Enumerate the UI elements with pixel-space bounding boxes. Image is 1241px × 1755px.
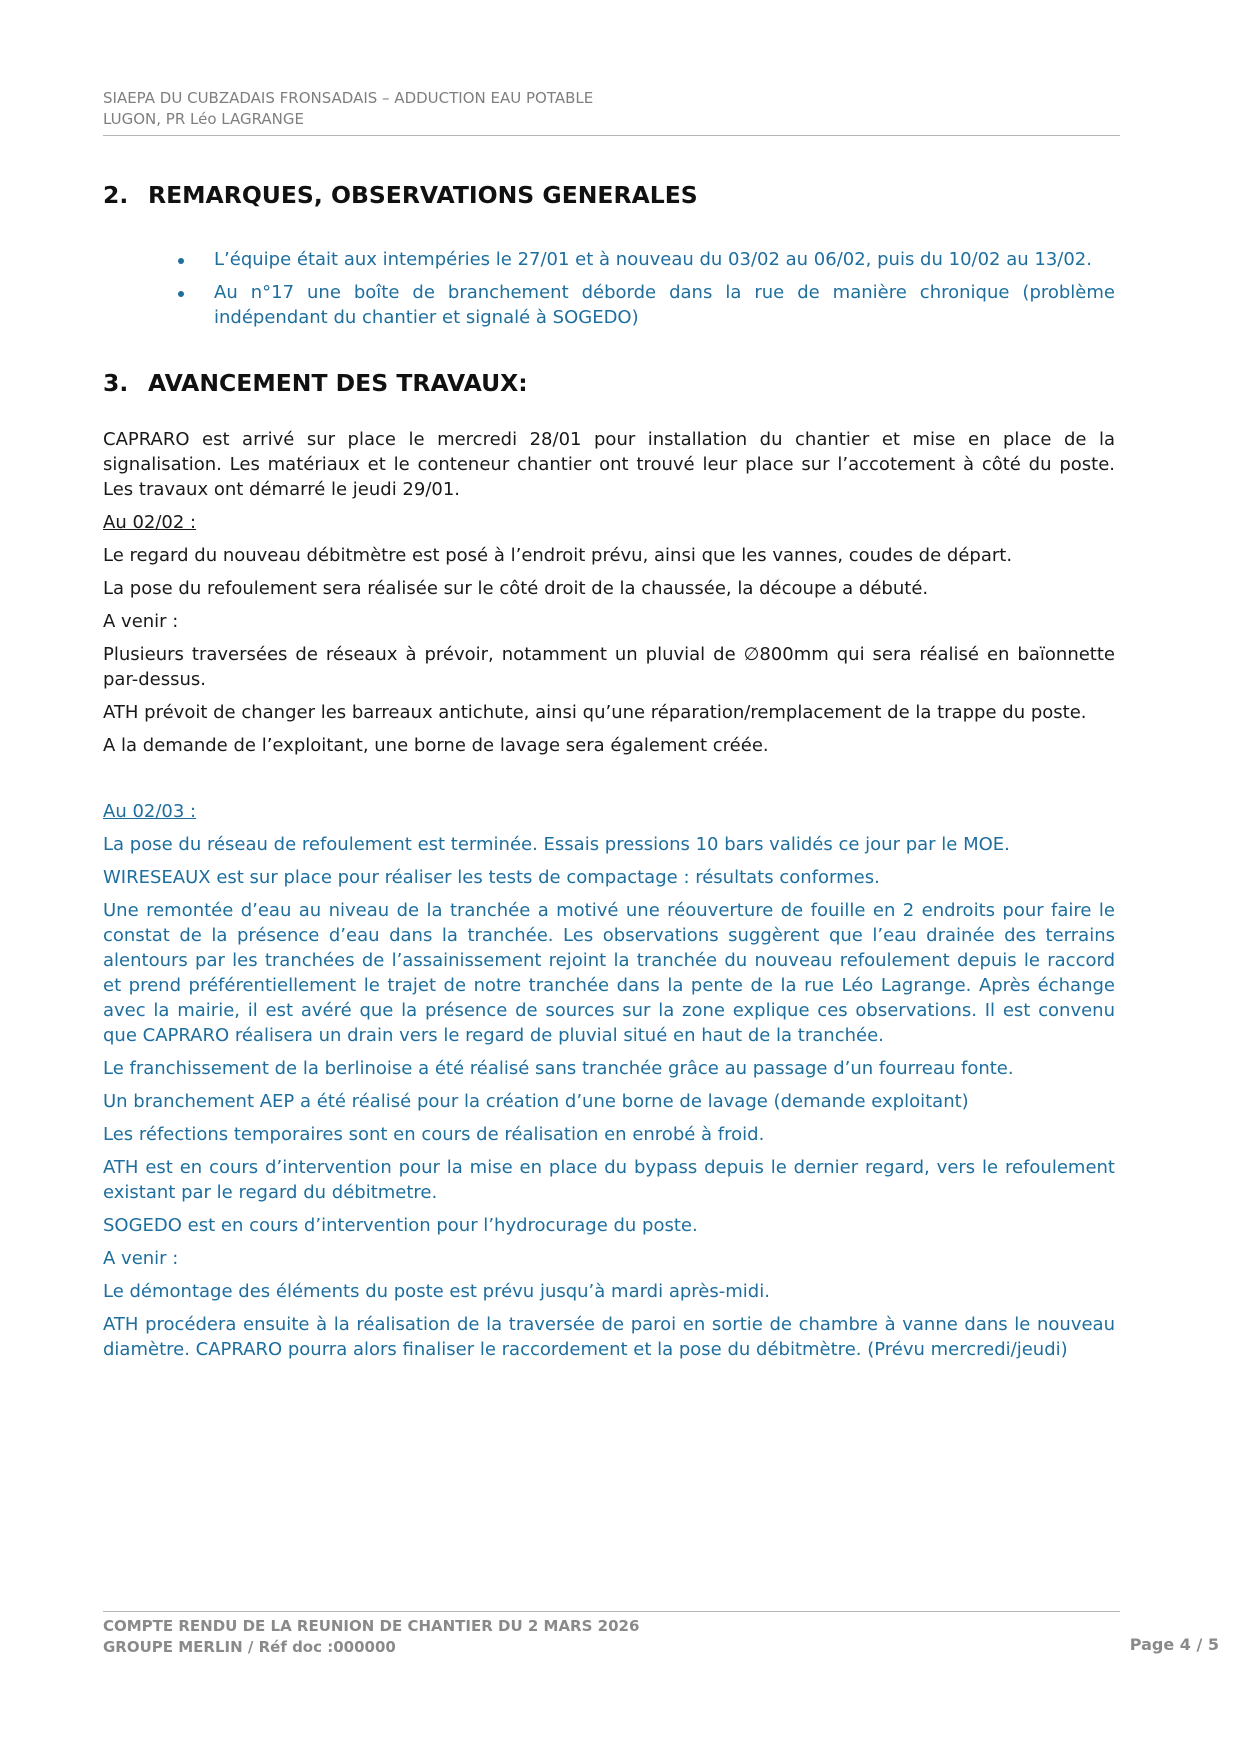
paragraph: Le franchissement de la berlinoise a été réalisé sans tranchée grâce au passage d’un fourreau fonte. xyxy=(103,1058,1014,1079)
paragraph: Plusieurs traversées de réseaux à prévoir, notamment un pluvial de ∅800mm qui sera réalisé en baïonnette par-dessus. xyxy=(103,644,1115,690)
paragraph: SOGEDO est en cours d’intervention pour l’hydrocurage du poste. xyxy=(103,1215,698,1236)
progress-intro-block xyxy=(103,427,1115,758)
date-heading-0202: Au 02/02 : xyxy=(103,512,197,533)
bullet-icon xyxy=(178,258,184,264)
paragraph: Une remontée d’eau au niveau de la tranchée a motivé une réouverture de fouille en 2 endroits pour faire le constat de la présence d’eau dans la tranchée. Les observations suggèrent que l’eau drainée des terrains alentours par les tranchées de l’assainissement rejoint la tranchée du nouveau refoulement depuis le raccord et prend préférentiellement le trajet de notre tranchée dans la pente de la rue Léo Lagrange. Après échange avec la mairie, il est avéré que la présence de sources sur la zone explique ces observations. Il est convenu que CAPRARO réalisera un drain vers le regard de pluvial situé en haut de la tranchée. xyxy=(103,900,1115,1046)
intro-paragraph: CAPRARO est arrivé sur place le mercredi 28/01 pour installation du chantier et mise en place de la signalisation. Les matériaux et le conteneur chantier ont trouvé leur place sur l’accotement à côté du poste. Les travaux ont démarré le jeudi 29/01. xyxy=(103,429,1115,500)
header-divider xyxy=(103,135,1120,136)
section-3-title-text: AVANCEMENT DES TRAVAUX: xyxy=(148,369,528,397)
section-3-title xyxy=(103,368,1115,398)
paragraph: Un branchement AEP a été réalisé pour la création d’une borne de lavage (demande exploitant) xyxy=(103,1091,969,1112)
list-item xyxy=(103,247,1115,272)
progress-update-block xyxy=(103,799,1115,1362)
footer-line-2: GROUPE MERLIN / Réf doc :000000 xyxy=(103,1638,396,1656)
list-item xyxy=(103,280,1115,330)
page-content xyxy=(103,180,1115,1362)
list-item-text: L’équipe était aux intempéries le 27/01 et à nouveau du 03/02 au 06/02, puis du 10/02 au 13/02. xyxy=(214,249,1092,270)
footer-divider xyxy=(103,1611,1120,1612)
section-2-title-text: REMARQUES, OBSERVATIONS GENERALES xyxy=(148,181,698,209)
paragraph: ATH prévoit de changer les barreaux antichute, ainsi qu’une réparation/remplacement de la trappe du poste. xyxy=(103,702,1087,723)
list-item-text: Au n°17 une boîte de branchement déborde dans la rue de manière chronique (problème indépendant du chantier et signalé à SOGEDO) xyxy=(214,282,1115,328)
paragraph: WIRESEAUX est sur place pour réaliser les tests de compactage : résultats conformes. xyxy=(103,867,880,888)
page-footer xyxy=(103,1616,1120,1658)
a-venir-label: A venir : xyxy=(103,611,179,632)
paragraph: Le regard du nouveau débitmètre est posé à l’endroit prévu, ainsi que les vannes, coudes de départ. xyxy=(103,545,1013,566)
section-3-number: 3. xyxy=(103,369,129,397)
header-line-1: SIAEPA DU CUBZADAIS FRONSADAIS – ADDUCTION EAU POTABLE xyxy=(103,89,594,107)
page-header xyxy=(103,88,1120,130)
paragraph: ATH procédera ensuite à la réalisation de la traversée de paroi en sortie de chambre à vanne dans le nouveau diamètre. CAPRARO pourra alors finaliser le raccordement et la pose du débitmètre. (Prévu mercredi/jeudi) xyxy=(103,1314,1115,1360)
page-number: Page 4 / 5 xyxy=(1129,1635,1219,1654)
date-heading-0203: Au 02/03 : xyxy=(103,801,197,822)
paragraph: La pose du réseau de refoulement est terminée. Essais pressions 10 bars validés ce jour par le MOE. xyxy=(103,834,1010,855)
paragraph: Les réfections temporaires sont en cours de réalisation en enrobé à froid. xyxy=(103,1124,765,1145)
paragraph: ATH est en cours d’intervention pour la mise en place du bypass depuis le dernier regard, vers le refoulement existant par le regard du débitmetre. xyxy=(103,1157,1115,1203)
paragraph: A la demande de l’exploitant, une borne de lavage sera également créée. xyxy=(103,735,769,756)
observations-list xyxy=(103,247,1115,330)
section-2-number: 2. xyxy=(103,181,129,209)
section-2-title xyxy=(103,180,1115,210)
paragraph: La pose du refoulement sera réalisée sur le côté droit de la chaussée, la découpe a débuté. xyxy=(103,578,929,599)
a-venir-label: A venir : xyxy=(103,1248,179,1269)
footer-line-1: COMPTE RENDU DE LA REUNION DE CHANTIER DU 2 MARS 2026 xyxy=(103,1617,640,1635)
bullet-icon xyxy=(178,291,184,297)
header-line-2: LUGON, PR Léo LAGRANGE xyxy=(103,110,304,128)
paragraph: Le démontage des éléments du poste est prévu jusqu’à mardi après-midi. xyxy=(103,1281,770,1302)
